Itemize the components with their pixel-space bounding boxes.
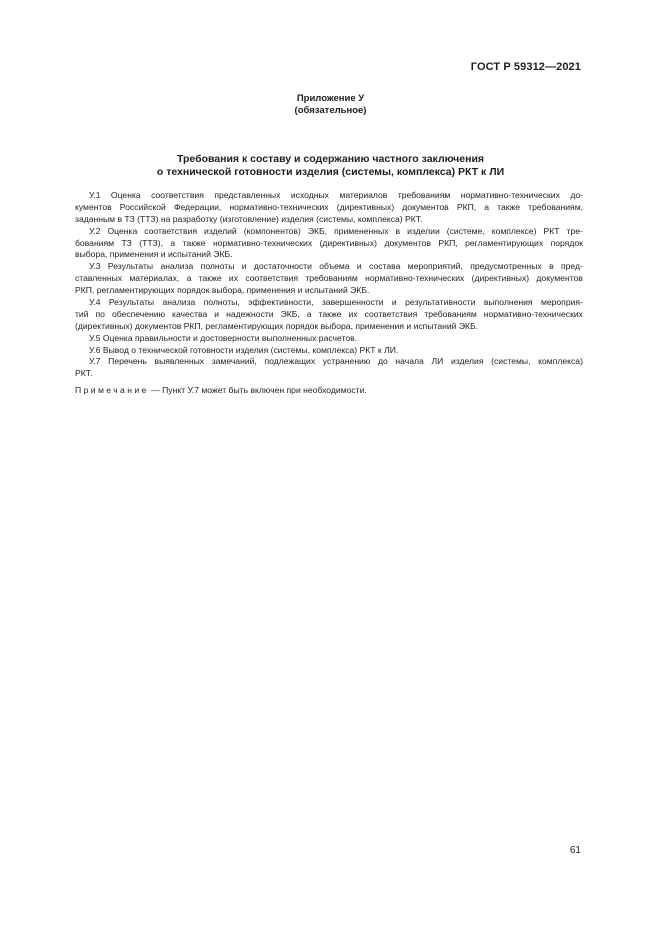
paragraph-line: У.1 Оценка соответствия представленных исходных материалов требованиям нормативно-технических до- <box>89 190 583 200</box>
paragraph-u3 <box>75 261 583 297</box>
paragraph-line: кументов Российской Федерации, нормативно-технических (директивных) документов РКП, а также требованиям, <box>75 201 583 212</box>
paragraph-line: У.7 Перечень выявленных замечаний, подлежащих устранению до начала ЛИ изделия (системы, комплекса) <box>89 356 583 367</box>
paragraph-line: тий по обеспечению качества и надежности ЭКБ, а также их соответствия требованиям нормативно-технических <box>75 308 583 319</box>
paragraph-u1 <box>75 190 583 226</box>
paragraph-u4 <box>75 297 583 333</box>
paragraph-u2 <box>75 226 583 262</box>
paragraph-line: ставленных материалах, а также их соответствия требованиям нормативно-технических (директивных) документов <box>75 273 583 284</box>
note-label: Примечание <box>75 385 149 396</box>
page-number: 61 <box>569 845 581 856</box>
paragraph-list <box>75 190 583 380</box>
appendix-status: (обязательное) <box>294 105 367 116</box>
note-text: — Пункт У.7 может быть включен при необходимости. <box>151 385 367 396</box>
paragraph-line: РКТ. <box>75 368 93 379</box>
paragraph-line: бованиям ТЗ (ТТЗ), а также нормативно-технических (директивных) документов РКП, регламентирующих порядок <box>75 237 583 248</box>
document-title-line-1: Требования к составу и содержанию частного заключения <box>176 153 485 165</box>
paragraph-line: У.2 Оценка соответствия изделий (компонентов) ЭКБ, примененных в изделии (системе, комплексе) РКТ тре- <box>89 225 583 236</box>
note <box>75 385 583 397</box>
paragraph-u5 <box>75 333 583 345</box>
appendix-title: Приложение У <box>296 93 365 104</box>
paragraph-line: У.4 Результаты анализа полноты, эффективности, завершенности и результативности выполнения мероприя- <box>89 297 583 308</box>
paragraph-u7 <box>75 356 583 380</box>
paragraph-line: У.6 Вывод о технической готовности изделия (системы, комплекса) РКТ к ЛИ. <box>89 344 399 355</box>
appendix-heading <box>0 93 661 117</box>
document-title <box>0 153 661 179</box>
paragraph-line: (директивных) документов РКП, регламентирующих порядок выбора, применения и испытаний ЭКБ. <box>75 320 479 331</box>
paragraph-line: РКП, регламентирующих порядок выбора, применения и испытаний ЭКБ. <box>75 285 370 296</box>
body-text <box>75 190 583 397</box>
standard-code: ГОСТ Р 59312—2021 <box>470 61 581 73</box>
paragraph-line: заданным в ТЗ (ТТЗ) на разработку (изготовление) изделия (системы, комплекса) РКТ. <box>75 213 423 224</box>
paragraph-line: У.3 Результаты анализа полноты и достаточности объема и состава мероприятий, предусмотренных в пред- <box>89 261 583 272</box>
paragraph-line: выбора, применения и испытаний ЭКБ. <box>75 249 233 260</box>
document-title-line-2: о технической готовности изделия (системы, комплекса) РКТ к ЛИ <box>156 166 505 178</box>
paragraph-u6 <box>75 345 583 357</box>
paragraph-line: У.5 Оценка правильности и достоверности выполненных расчетов. <box>89 332 358 343</box>
